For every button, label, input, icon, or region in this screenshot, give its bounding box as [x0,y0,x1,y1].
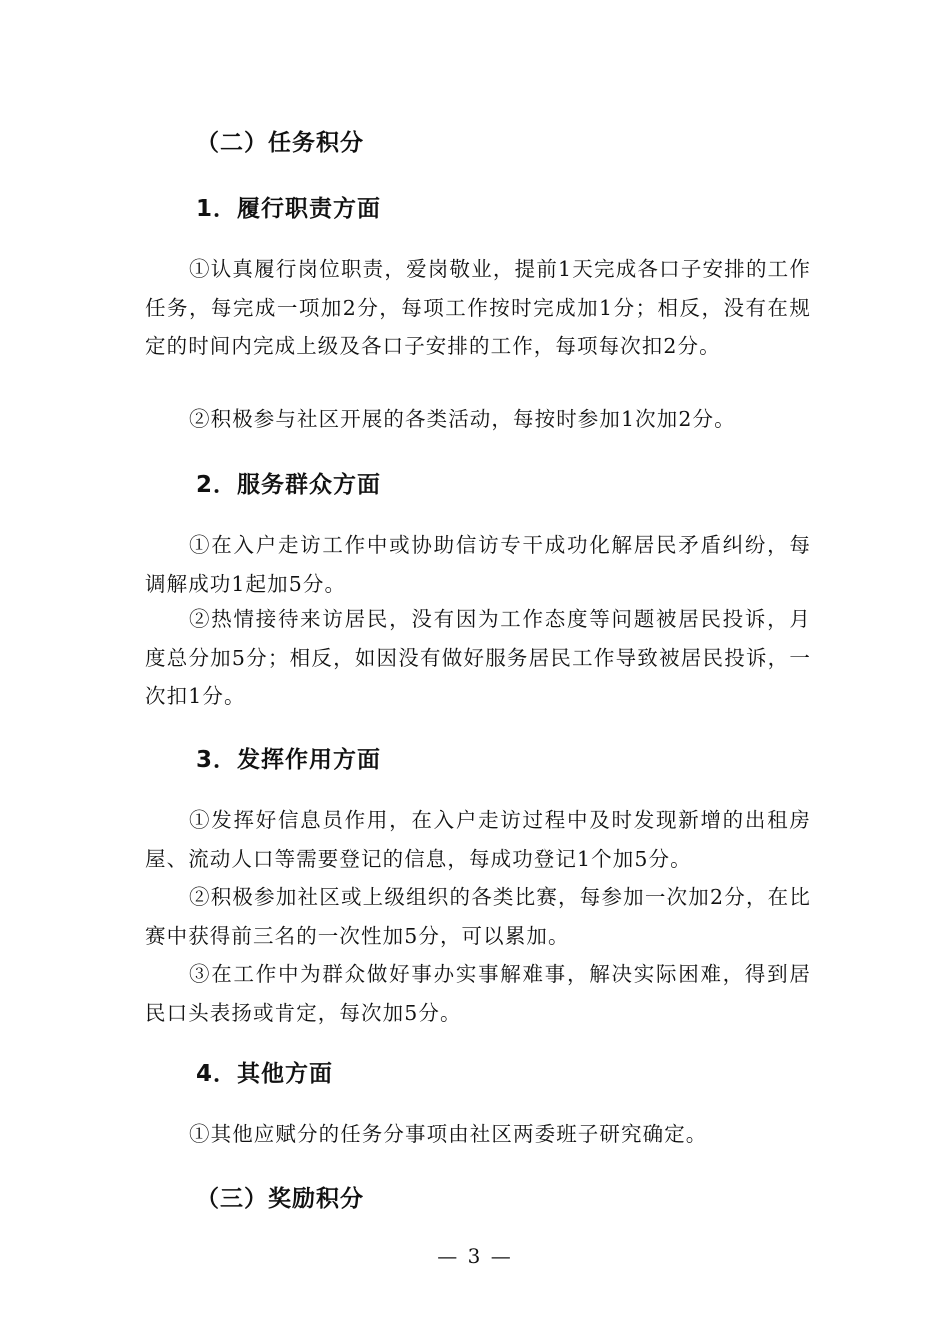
paragraph-role-2: ②积极参加社区或上级组织的各类比赛，每参加一次加2分，在比赛中获得前三名的一次性加5分，可以累加。 [145,885,811,948]
paragraph-other-1: ①其他应赋分的任务分事项由社区两委班子研究确定。 [189,1122,708,1146]
paragraph-service-1: ①在入户走访工作中或协助信访专干成功化解居民矛盾纠纷，每调解成功1起加5分。 [145,533,811,596]
section-title-role: 3．发挥作用方面 [196,747,382,773]
paragraph-duties-1: ①认真履行岗位职责，爱岗敬业，提前1天完成各口子安排的工作任务，每完成一项加2分，每项工作按时完成加1分；相反，没有在规定的时间内完成上级及各口子安排的工作，每项每次扣2分。 [145,257,811,359]
paragraph-duties-2: ②积极参与社区开展的各类活动，每按时参加1次加2分。 [189,407,736,431]
paragraph-role-1: ①发挥好信息员作用，在入户走访过程中及时发现新增的出租房屋、流动人口等需要登记的信息，每成功登记1个加5分。 [145,808,811,871]
section-title-other: 4．其他方面 [196,1061,334,1087]
section-title-duties: 1．履行职责方面 [196,196,382,222]
paragraph-role-3: ③在工作中为群众做好事办实事解难事，解决实际困难，得到居民口头表扬或肯定，每次加5分。 [145,962,811,1025]
page-number: — 3 — [437,1244,513,1268]
paragraph-service-2: ②热情接待来访居民，没有因为工作态度等问题被居民投诉，月度总分加5分；相反，如因没有做好服务居民工作导致被居民投诉，一次扣1分。 [145,607,811,709]
section-title-service: 2．服务群众方面 [196,472,382,498]
heading-task-points: （二）任务积分 [196,130,364,156]
heading-reward-points: （三）奖励积分 [196,1186,364,1212]
